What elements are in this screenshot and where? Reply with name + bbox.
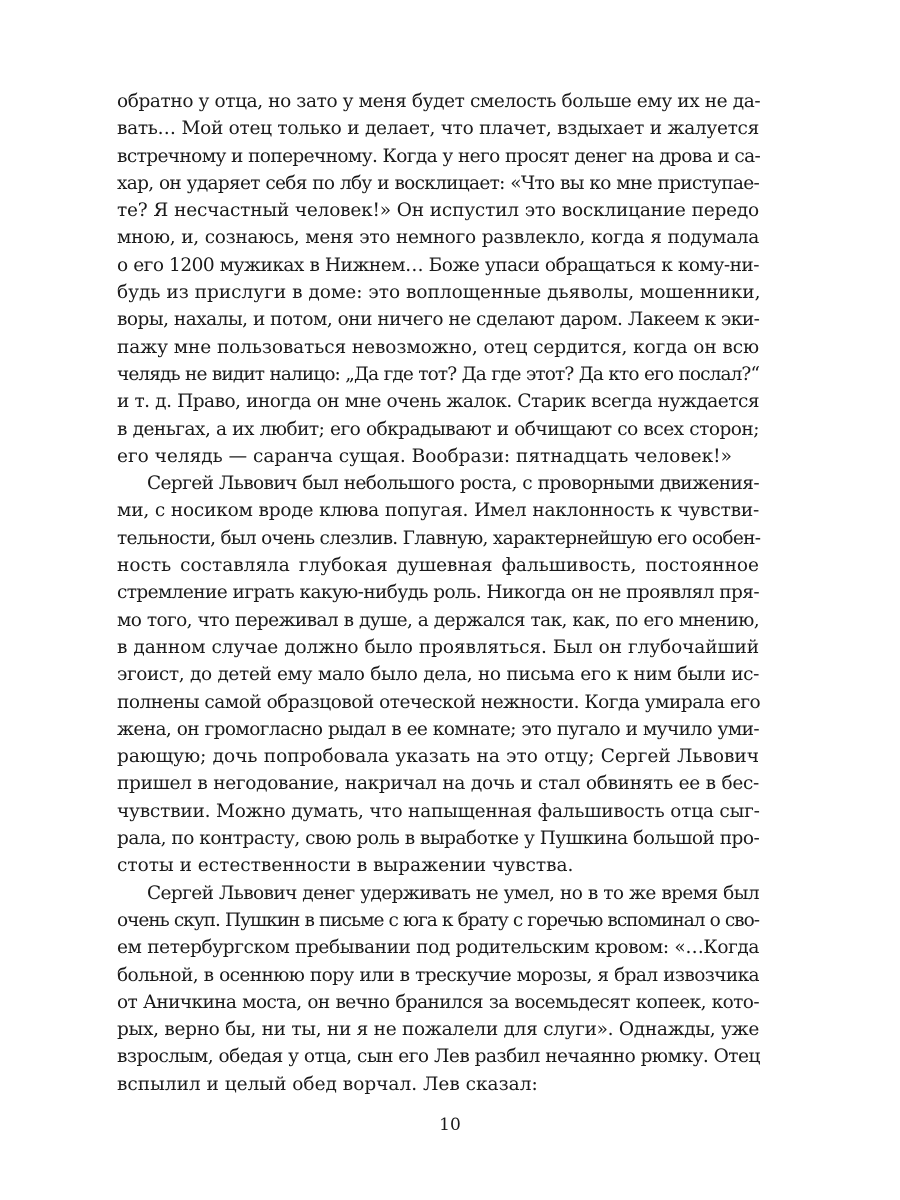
text-line: стремление играть какую-нибудь роль. Никогда он не проявлял пря- [117, 582, 759, 604]
text-line: очень скуп. Пушкин в письме с юга к брату с горечью вспоминал о сво- [117, 909, 759, 931]
text-line: Сергей Львович денег удерживать не умел, но в то же время был [147, 882, 759, 904]
text-line: рающую; дочь попробовала указать на это отцу; Сергей Львович [117, 746, 759, 768]
text-line: о его 1200 мужиках в Нижнем… Боже упаси обращаться к кому-ни- [117, 254, 759, 276]
text-line: будь из прислуги в доме: это воплощенные дьяволы, мошенники, [117, 282, 761, 304]
text-line: рых, верно бы, ни ты, ни я не пожалели для слуги». Однажды, уже [117, 1019, 759, 1041]
text-line: полнены самой образцовой отеческой нежности. Когда умирала его [117, 691, 761, 713]
text-line: пажу мне пользоваться невозможно, отец сердится, когда он всю [117, 336, 759, 358]
text-line: мною, и, сознаюсь, меня это немного развлекло, когда я подумала [117, 227, 759, 249]
text-line: Сергей Львович был небольшого роста, с проворными движения- [147, 473, 759, 495]
text-line: его челядь — саранча сущая. Вообрази: пятнадцать человек!» [117, 445, 732, 467]
text-line: в данном случае должно было проявляться. Был он глубочайший [117, 636, 759, 658]
text-line: челядь не видит налицо: „Да где тот? Да где этот? Да кто его послал?“ [117, 363, 759, 385]
text-line: больной, в осеннюю пору или в трескучие морозы, я брал извозчика [117, 964, 759, 986]
text-line: пришел в негодование, накричал на дочь и стал обвинять ее в бес- [117, 773, 759, 795]
text-line: обратно у отца, но зато у меня будет смелость больше ему их не да- [117, 91, 761, 112]
text-line: вать… Мой отец только и делает, что плачет, вздыхает и жалуется [117, 118, 759, 140]
page-number: 10 [439, 1115, 461, 1135]
text-line: ность составляла глубокая душевная фальшивость, постоянное [117, 555, 759, 577]
text-line: эгоист, до детей ему мало было дела, но письма его к ним были ис- [117, 664, 759, 686]
text-line: и т. д. Право, иногда он мне очень жалок. Старик всегда нуждается [117, 391, 759, 413]
text-line: взрослым, обедая у отца, сын его Лев разбил нечаянно рюмку. Отец [117, 1046, 760, 1068]
text-line: в деньгах, а их любит; его обкрадывают и обчищают со всех сторон; [117, 418, 759, 440]
text-line: чувствии. Можно думать, что напыщенная фальшивость отца сыг- [117, 800, 760, 822]
text-line: тельности, был очень слезлив. Главную, характернейшую его особен- [117, 527, 761, 549]
text-line: рала, по контрасту, свою роль в выработке у Пушкина большой про- [117, 828, 760, 850]
text-line: вспылил и целый обед ворчал. Лев сказал: [117, 1073, 538, 1095]
body-text [117, 88, 759, 1098]
text-line: стоты и естественности в выражении чувства. [117, 855, 574, 877]
text-line: те? Я несчастный человек!» Он испустил это восклицание передо [117, 200, 759, 222]
text-line: воры, нахалы, и потом, они ничего не сделают даром. Лакеем к эки- [117, 309, 760, 331]
text-line: хар, он ударяет себя по лбу и восклицает: «Что вы ко мне приступае- [117, 172, 759, 194]
text-line: ем петербургском пребывании под родительским кровом: «…Когда [117, 937, 759, 959]
text-line: встречному и поперечному. Когда у него просят денег на дрова и са- [117, 145, 761, 167]
text-line: мо того, что переживал в душе, а держался так, как, по его мнению, [117, 609, 759, 631]
text-line: ми, с носиком вроде клюва попугая. Имел наклонность к чувстви- [117, 500, 759, 522]
text-line: жена, он громогласно рыдал в ее комнате; это пугало и мучило уми- [117, 718, 759, 740]
text-line: от Аничкина моста, он вечно бранился за восемьдесят копеек, кото- [117, 991, 759, 1013]
